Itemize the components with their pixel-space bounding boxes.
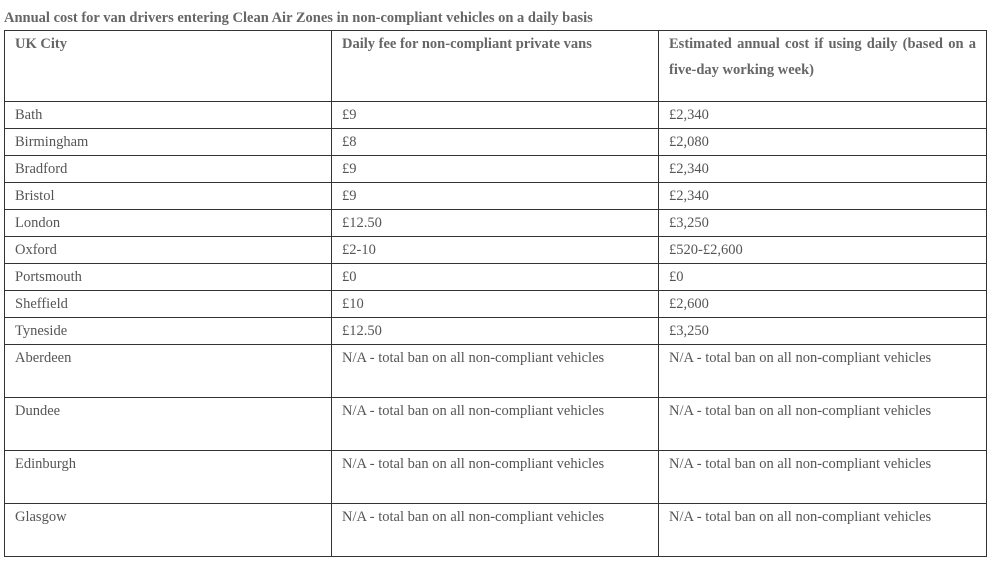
table-row xyxy=(5,291,987,318)
table-header xyxy=(5,31,987,102)
cell-city: Glasgow xyxy=(5,504,332,557)
cell-daily-fee: £9 xyxy=(332,102,659,129)
cell-daily-fee: N/A - total ban on all non-compliant vehicles xyxy=(332,345,659,398)
header-daily-fee: Daily fee for non-compliant private vans xyxy=(332,31,659,102)
cell-city: Portsmouth xyxy=(5,264,332,291)
cell-annual-cost: £0 xyxy=(659,264,987,291)
cell-city: London xyxy=(5,210,332,237)
cell-daily-fee: £0 xyxy=(332,264,659,291)
table-row xyxy=(5,156,987,183)
cell-annual-cost: £2,600 xyxy=(659,291,987,318)
table-row xyxy=(5,345,987,398)
table-row xyxy=(5,129,987,156)
table-row xyxy=(5,102,987,129)
table-row xyxy=(5,237,987,264)
cell-annual-cost: £520-£2,600 xyxy=(659,237,987,264)
cell-city: Aberdeen xyxy=(5,345,332,398)
cell-annual-cost: N/A - total ban on all non-compliant vehicles xyxy=(659,345,987,398)
cell-city: Bristol xyxy=(5,183,332,210)
cell-annual-cost: £2,340 xyxy=(659,102,987,129)
cell-annual-cost: £2,340 xyxy=(659,156,987,183)
header-row xyxy=(5,31,987,102)
table-row xyxy=(5,183,987,210)
header-annual-cost: Estimated annual cost if using daily (based on a five-day working week) xyxy=(659,31,987,102)
table-caption: Annual cost for van drivers entering Clean Air Zones in non-compliant vehicles on a daily basis xyxy=(4,10,593,26)
table-row xyxy=(5,318,987,345)
cell-daily-fee: £9 xyxy=(332,183,659,210)
cell-annual-cost: £2,340 xyxy=(659,183,987,210)
header-uk-city: UK City xyxy=(5,31,332,102)
cell-annual-cost: £3,250 xyxy=(659,210,987,237)
cost-table xyxy=(4,30,987,557)
cell-daily-fee: £12.50 xyxy=(332,318,659,345)
cell-daily-fee: £10 xyxy=(332,291,659,318)
cell-daily-fee: £9 xyxy=(332,156,659,183)
cell-daily-fee: N/A - total ban on all non-compliant vehicles xyxy=(332,398,659,451)
cell-city: Oxford xyxy=(5,237,332,264)
cell-city: Edinburgh xyxy=(5,451,332,504)
cell-daily-fee: N/A - total ban on all non-compliant vehicles xyxy=(332,504,659,557)
cell-annual-cost: £3,250 xyxy=(659,318,987,345)
cell-city: Tyneside xyxy=(5,318,332,345)
cell-daily-fee: N/A - total ban on all non-compliant vehicles xyxy=(332,451,659,504)
cell-city: Dundee xyxy=(5,398,332,451)
cell-annual-cost: N/A - total ban on all non-compliant vehicles xyxy=(659,451,987,504)
table-row xyxy=(5,210,987,237)
cell-city: Sheffield xyxy=(5,291,332,318)
cell-daily-fee: £2-10 xyxy=(332,237,659,264)
cell-annual-cost: £2,080 xyxy=(659,129,987,156)
table-row xyxy=(5,504,987,557)
table-row xyxy=(5,451,987,504)
table-body xyxy=(5,102,987,557)
cell-daily-fee: £12.50 xyxy=(332,210,659,237)
table-row xyxy=(5,398,987,451)
table-row xyxy=(5,264,987,291)
cell-annual-cost: N/A - total ban on all non-compliant vehicles xyxy=(659,504,987,557)
cell-city: Bradford xyxy=(5,156,332,183)
cell-daily-fee: £8 xyxy=(332,129,659,156)
cell-city: Birmingham xyxy=(5,129,332,156)
cell-city: Bath xyxy=(5,102,332,129)
cell-annual-cost: N/A - total ban on all non-compliant vehicles xyxy=(659,398,987,451)
